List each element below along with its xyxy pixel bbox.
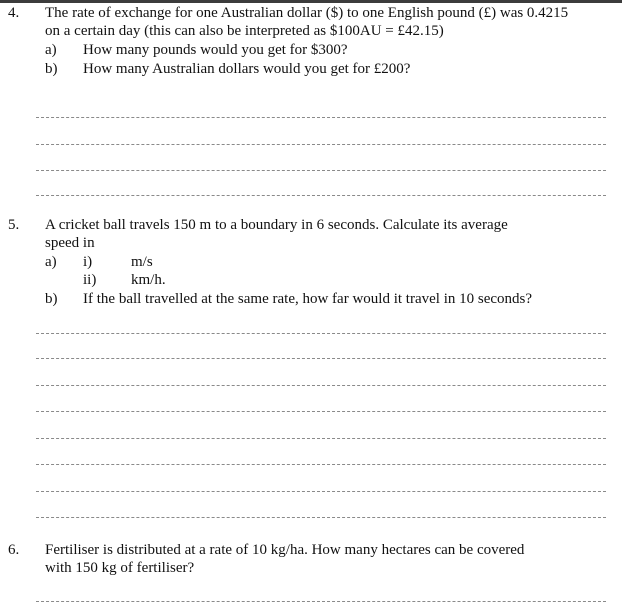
part-label: a) [45,254,57,270]
question-number: 4. [8,5,20,21]
answer-line[interactable] [36,333,606,334]
part-text: How many Australian dollars would you get for £200? [83,61,411,77]
answer-line[interactable] [36,195,606,196]
answer-line[interactable] [36,517,606,518]
part-label: b) [45,61,58,77]
top-border [0,0,622,3]
question-text-line: The rate of exchange for one Australian dollar ($) to one English pound (£) was 0.4215 [45,5,569,21]
answer-line[interactable] [36,411,606,412]
answer-line[interactable] [36,438,606,439]
question-text-line: speed in [45,235,95,251]
answer-line[interactable] [36,358,606,359]
answer-line[interactable] [36,464,606,465]
part-label: a) [45,42,57,58]
answer-line[interactable] [36,144,606,145]
question-text-line: A cricket ball travels 150 m to a boundary in 6 seconds. Calculate its average [45,217,508,233]
answer-line[interactable] [36,385,606,386]
question-text-line: on a certain day (this can also be interpreted as $100AU = £42.15) [45,23,444,39]
answer-line[interactable] [36,117,606,118]
subpart-label: ii) [83,272,97,288]
part-text: If the ball travelled at the same rate, how far would it travel in 10 seconds? [83,291,533,307]
subpart-unit: km/h. [131,272,166,288]
subpart-unit: m/s [131,254,153,270]
part-label: b) [45,291,58,307]
question-number: 5. [8,217,20,233]
part-text: How many pounds would you get for $300? [83,42,348,58]
subpart-label: i) [83,254,93,270]
answer-line[interactable] [36,170,606,171]
answer-line[interactable] [36,491,606,492]
answer-line[interactable] [36,601,606,602]
question-text-line: with 150 kg of fertiliser? [45,560,195,576]
question-text-line: Fertiliser is distributed at a rate of 10 kg/ha. How many hectares can be covered [45,542,525,558]
question-number: 6. [8,542,20,558]
